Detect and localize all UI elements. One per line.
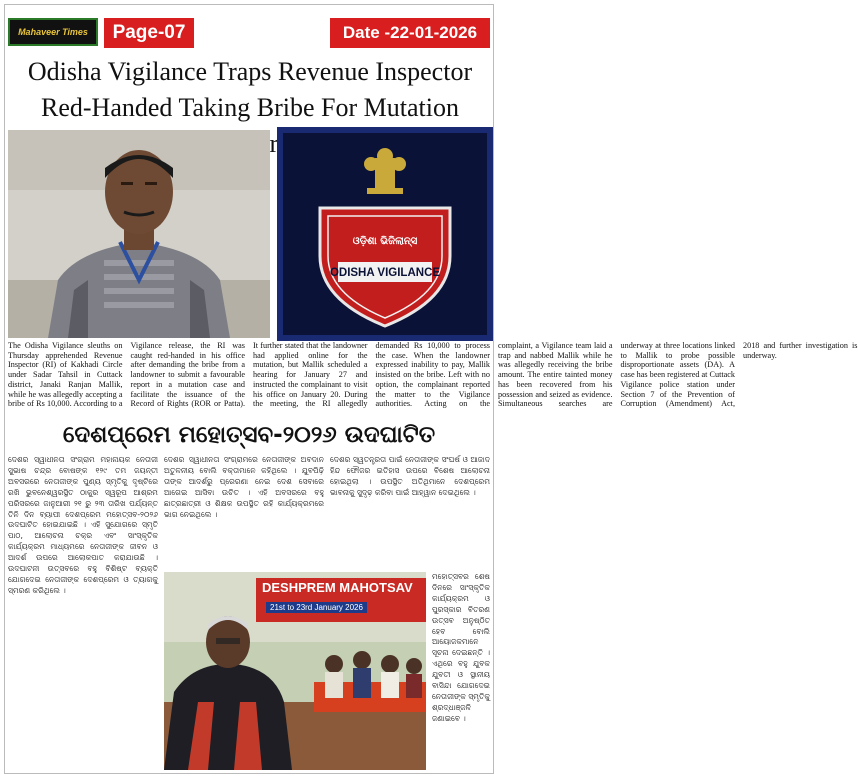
vigilance-emblem-icon — [280, 130, 490, 338]
date-badge: Date -22-01-2026 — [330, 18, 490, 48]
accused-photo — [8, 130, 270, 338]
odia-story-column-2: ଦେଶର ସ୍ୱାଧୀନତା ସଂଗ୍ରାମରେ ନେତାଜୀଙ୍କ ଅବଦାନ ଅତୁଳନୀୟ ବୋଲି ବକ୍ତାମାନେ କହିଥିଲେ । ଯୁବପିଢ଼ି ତାଙ୍କ ଆଦର୍ଶରୁ ପ୍ରେରଣା ନେଇ ଦେଶ ସେବାରେ ଆଗେଇ ଆସିବା ଉଚିତ । ଏହି ଅବସରରେ ବହୁ ଛାତ୍ରଛାତ୍ରୀ ଓ ଶିକ୍ଷକ ଉପସ୍ଥିତ ରହି କାର୍ଯ୍ୟକ୍ରମରେ ଭାଗ ନେଇଥିଲେ । — [164, 455, 324, 519]
headline-line-1: Odisha Vigilance Traps Revenue Inspector — [27, 57, 473, 86]
event-banner-title: DESHPREM MAHOTSAV — [262, 580, 413, 595]
headline-line-2: Red-Handed Taking Bribe For Mutation — [41, 93, 459, 122]
emblem-label: ODISHA VIGILANCE — [329, 267, 441, 279]
odia-story-headline: ଦେଶପ୍ରେମ ମହୋତ୍ସବ-୨୦୨୬ ଉଦଘାଟିତ — [62, 422, 436, 448]
page-header — [8, 18, 490, 48]
vigilance-emblem-panel — [280, 130, 490, 338]
odia-story-column-3: ଦେଶର ସ୍ୱତନ୍ତ୍ରତା ପାଇଁ ନେତାଜୀଙ୍କ ସଂଘର୍ଷ ଓ ଆଜାଦ ହିନ୍ଦ ଫୌଜର ଇତିହାସ ଉପରେ ବିଶେଷ ଆଲୋଚନା ହୋଇଥିଲା । ଉପସ୍ଥିତ ଅତିଥିମାନେ ଦେଶପ୍ରେମ ଭାବନାକୁ ସୁଦୃଢ଼ କରିବା ପାଇଁ ଆହ୍ୱାନ ଦେଇଥିଲେ । — [330, 455, 490, 497]
masthead-logo: Mahaveer Times — [8, 18, 98, 46]
page-number-badge: Page-07 — [104, 18, 194, 48]
event-photo — [164, 572, 426, 770]
english-article-body: The Odisha Vigilance sleuths on Thursday apprehended Revenue Inspector (RI) of Kakhadi Circle under Sadar Tahsil in Cuttack district, Janaki Ranjan Mallik, while he was allegedly accepting a bribe of Rs 10,000. According to a Vigilance release, the RI was caught red-handed in his office after demanding the bribe from a landowner to submit a favourable report in a mutation case and facilitate the issuance of the Record of Rights (ROR or Patta). It further stated that the landowner had applied online for the mutation, but Mallik scheduled a hearing for January 27 and instructed the complainant to visit his office on January 20. During the meeting, the RI allegedly demanded Rs 10,000 to process the case. When the landowner expressed inability to pay, Mallik insisted on the bribe. Left with no option, the complainant reported the matter to the Vigilance authorities. Acting on the complaint, a Vigilance team laid a trap and nabbed Mallik while he was allegedly receiving the bribe amount. The entire tainted money has been recovered from his possession and seized as evidence. Simultaneous searches are underway at three locations linked to Mallik to probe possible disproportionate assets (DA). A case has been registered at Cuttack Vigilance police station under Section 7 of the Prevention of Corruption (Amendment) Act, 2018 and further investigation is underway. — [8, 341, 858, 409]
odia-story-column-1: ଦେଶର ସ୍ୱାଧୀନତା ସଂଗ୍ରାମ ମହାନାୟକ ନେତାଜୀ ସୁଭାଷ ଚନ୍ଦ୍ର ବୋଷଙ୍କ ୧୨୯ ତମ ଜୟନ୍ତୀ ଅବସରରେ ନେତାଜୀଙ୍କ ପୁଣ୍ୟ ସ୍ମୃତିକୁ ଦୃଷ୍ଟିରେ ରଖି ଭୁବନେଶ୍ୱରସ୍ଥିତ ଠାକୁର ସ୍ୱରୂପ ଆଶ୍ରମ ପରିସରରେ ଜାନୁଆରୀ ୨୧ ରୁ ୨୩ ତାରିଖ ପର୍ଯ୍ୟନ୍ତ ତିନି ଦିନ ବ୍ୟାପୀ ଦେଶପ୍ରେମ ମହୋତ୍ସବ-୨୦୨୬ ଉଦଘାଟିତ ହୋଇଯାଇଛି । ଏହି ସୁଯୋଗରେ ସ୍ମୃତି ପାଠ, ଆଲୋଚନା ଚକ୍ର ଏବଂ ସାଂସ୍କୃତିକ କାର୍ଯ୍ୟକ୍ରମ ମାଧ୍ୟମରେ ନେତାଜୀଙ୍କ ଜୀବନ ଓ ଆଦର୍ଶ ଉପରେ ଆଲୋକପାତ କରାଯାଉଛି । ଉଦଘାଟନୀ ଉତ୍ସବରେ ବହୁ ବିଶିଷ୍ଟ ବ୍ୟକ୍ତି ଯୋଗଦେଇ ନେତାଜୀଙ୍କ ଦେଶପ୍ରେମ ଓ ତ୍ୟାଗକୁ ସ୍ମରଣ କରିଥିଲେ । — [8, 455, 158, 595]
event-banner-dates: 21st to 23rd January 2026 — [266, 602, 367, 613]
odia-story-column-4: ମହୋତ୍ସବର ଶେଷ ଦିନରେ ସାଂସ୍କୃତିକ କାର୍ଯ୍ୟକ୍ରମ ଓ ପୁରସ୍କାର ବିତରଣ ଉତ୍ସବ ଅନୁଷ୍ଠିତ ହେବ ବୋଲି ଆୟୋଜକମାନେ ସୂଚନା ଦେଇଛନ୍ତି । ଏଥିରେ ବହୁ ଯୁବକ ଯୁବତୀ ଓ ସ୍ଥାନୀୟ ବାସିନ୍ଦା ଯୋଗଦେଇ ନେତାଜୀଙ୍କ ସ୍ମୃତିକୁ ଶ୍ରଦ୍ଧାଞ୍ଜଳି ଜଣାଇବେ । — [432, 572, 490, 723]
event-banner — [256, 578, 426, 622]
accused-photo-illustration — [8, 130, 270, 338]
emblem-odia-text: ଓଡ଼ିଶା ଭିଜିଲାନ୍ସ — [352, 236, 418, 247]
